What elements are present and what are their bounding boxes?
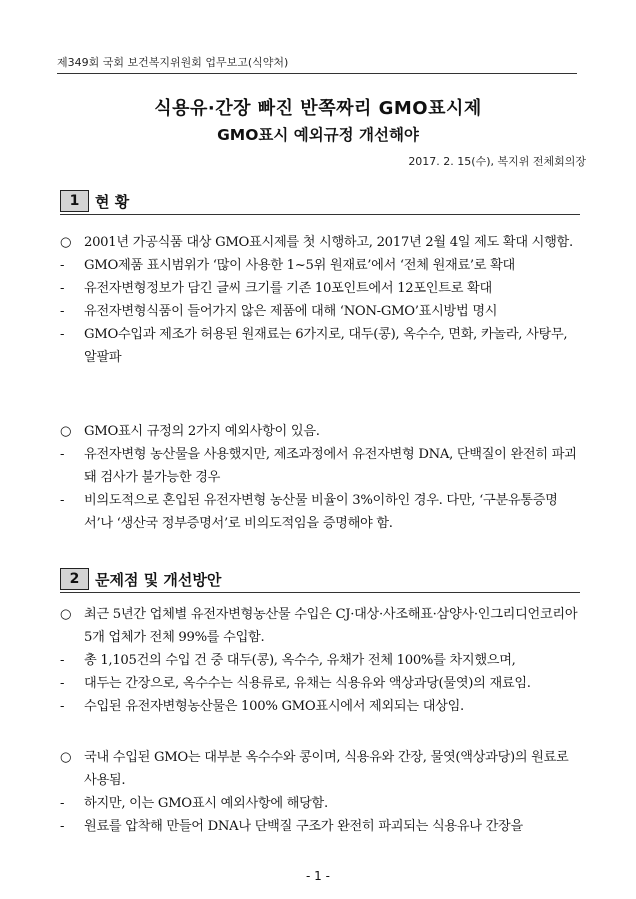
list-item bbox=[60, 649, 582, 672]
dash-bullet-icon: - bbox=[60, 699, 65, 714]
list-item bbox=[60, 300, 582, 323]
dash-bullet-icon: - bbox=[60, 258, 65, 273]
section-2-title: 문제점 및 개선방안 bbox=[95, 570, 222, 589]
section-2-rule bbox=[60, 592, 580, 593]
list-item-text: 유전자변형정보가 담긴 글씨 크기를 기존 10포인트에서 12포인트로 확대 bbox=[84, 281, 492, 296]
dash-bullet-icon: - bbox=[60, 819, 65, 834]
section-2-block-1 bbox=[60, 603, 582, 718]
dash-bullet-icon: - bbox=[60, 327, 65, 342]
list-item bbox=[60, 672, 582, 695]
paragraph bbox=[60, 231, 582, 254]
dash-bullet-icon: - bbox=[60, 796, 65, 811]
document-subtitle: GMO표시 예외규정 개선해야 bbox=[217, 126, 419, 144]
list-item bbox=[60, 489, 582, 535]
section-1-title: 현 황 bbox=[95, 192, 130, 211]
paragraph bbox=[60, 420, 582, 443]
document-title: 식용유·간장 빠진 반쪽짜리 GMO표시제 bbox=[154, 98, 482, 119]
list-item-text: 비의도적으로 혼입된 유전자변형 농산물 비율이 3%이하인 경우. 다만, ‘구분유통증명서’나 ‘생산국 정부증명서’로 비의도적임을 증명해야 함. bbox=[84, 493, 558, 531]
section-1-rule bbox=[60, 214, 580, 215]
dash-bullet-icon: - bbox=[60, 447, 65, 462]
section-1-block-2 bbox=[60, 420, 582, 535]
list-item-text: 유전자변형식품이 들어가지 않은 제품에 대해 ‘NON-GMO’표시방법 명시 bbox=[84, 304, 498, 319]
dash-bullet-icon: - bbox=[60, 281, 65, 296]
paragraph bbox=[60, 746, 582, 792]
dash-bullet-icon: - bbox=[60, 676, 65, 691]
dash-bullet-icon: - bbox=[60, 653, 65, 668]
paragraph-text: 국내 수입된 GMO는 대부분 옥수수와 콩이며, 식용유와 간장, 물엿(액상과당)의 원료로 사용됨. bbox=[84, 750, 569, 788]
section-2-heading bbox=[60, 568, 221, 590]
list-item-text: 유전자변형 농산물을 사용했지만, 제조과정에서 유전자변형 DNA, 단백질이 완전히 파괴돼 검사가 불가능한 경우 bbox=[84, 447, 577, 485]
section-1-number: 1 bbox=[60, 190, 89, 212]
circle-bullet-icon: ○ bbox=[60, 750, 72, 765]
paragraph-text: GMO표시 규정의 2가지 예외사항이 있음. bbox=[84, 424, 320, 439]
list-item-text: 하지만, 이는 GMO표시 예외사항에 해당함. bbox=[84, 796, 328, 811]
list-item bbox=[60, 323, 582, 369]
section-1-block-1 bbox=[60, 231, 582, 369]
list-item-text: GMO수입과 제조가 허용된 원재료는 6가지로, 대두(콩), 옥수수, 면화, 카놀라, 사탕무, 알팔파 bbox=[84, 327, 568, 365]
list-item bbox=[60, 443, 582, 489]
section-2-number: 2 bbox=[60, 568, 89, 590]
list-item-text: 총 1,105건의 수입 건 중 대두(콩), 옥수수, 유채가 전체 100%를 차지했으며, bbox=[84, 653, 516, 668]
document-header: 제349회 국회 보건복지위원회 업무보고(식약처) bbox=[57, 54, 577, 74]
list-item bbox=[60, 695, 582, 718]
circle-bullet-icon: ○ bbox=[60, 235, 72, 250]
list-item bbox=[60, 815, 582, 838]
date-line: 2017. 2. 15(수), 복지위 전체회의장 bbox=[408, 155, 586, 168]
paragraph-text: 최근 5년간 업체별 유전자변형농산물 수입은 CJ·대상·사조해표·삼양사·인그리디언코리아 5개 업체가 전체 99%를 수입함. bbox=[84, 607, 578, 645]
circle-bullet-icon: ○ bbox=[60, 424, 72, 439]
circle-bullet-icon: ○ bbox=[60, 607, 72, 622]
section-2-block-2 bbox=[60, 746, 582, 838]
list-item bbox=[60, 277, 582, 300]
section-1-heading bbox=[60, 190, 129, 212]
dash-bullet-icon: - bbox=[60, 493, 65, 508]
paragraph-text: 2001년 가공식품 대상 GMO표시제를 첫 시행하고, 2017년 2월 4일 제도 확대 시행함. bbox=[84, 235, 573, 250]
list-item-text: 수입된 유전자변형농산물은 100% GMO표시에서 제외되는 대상임. bbox=[84, 699, 464, 714]
list-item-text: 원료를 압착해 만들어 DNA나 단백질 구조가 완전히 파괴되는 식용유나 간장을 bbox=[84, 819, 523, 834]
list-item bbox=[60, 792, 582, 815]
page-number: - 1 - bbox=[306, 869, 330, 883]
paragraph bbox=[60, 603, 582, 649]
list-item-text: GMO제품 표시범위가 ‘많이 사용한 1~5위 원재료’에서 ‘전체 원재료’로 확대 bbox=[84, 258, 515, 273]
list-item-text: 대두는 간장으로, 옥수수는 식용류로, 유채는 식용유와 액상과당(물엿)의 재료임. bbox=[84, 676, 531, 691]
dash-bullet-icon: - bbox=[60, 304, 65, 319]
list-item bbox=[60, 254, 582, 277]
